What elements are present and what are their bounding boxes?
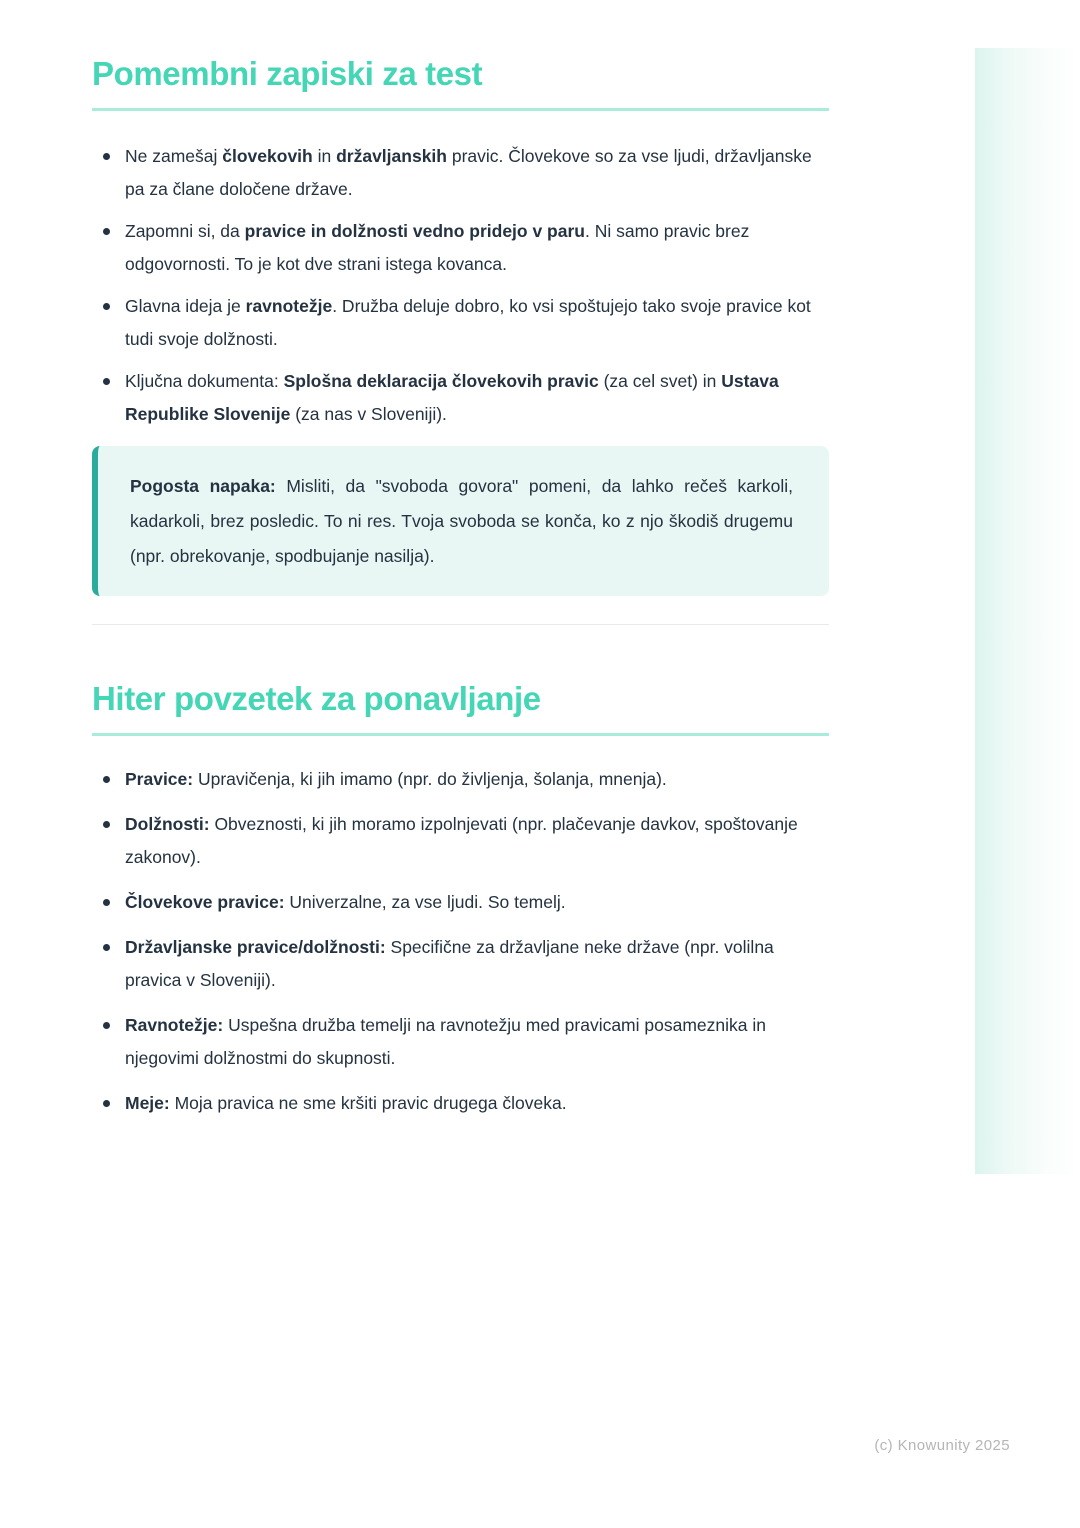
- summary-list: [92, 763, 829, 1120]
- list-item: Pravice: Upravičenja, ki jih imamo (npr. do življenja, šolanja, mnenja).: [92, 763, 829, 796]
- summary-section: [92, 679, 829, 1120]
- document-content: [92, 54, 829, 1132]
- decorative-side-strip: [975, 48, 1080, 1174]
- callout-text: Pogosta napaka: Misliti, da "svoboda govora" pomeni, da lahko rečeš karkoli, kadarkoli, brez posledic. To ni res. Tvoja svoboda se konča, ko z njo škodiš drugemu (npr. obrekovanje, spodbujanje nasilja).: [130, 476, 793, 566]
- list-item: Meje: Moja pravica ne sme kršiti pravic drugega človeka.: [92, 1087, 829, 1120]
- page-title: Pomembni zapiski za test: [92, 55, 483, 92]
- list-item: Glavna ideja je ravnotežje. Družba deluje dobro, ko vsi spoštujejo tako svoje pravice kot tudi svoje dolžnosti.: [92, 290, 829, 356]
- list-item: Ravnotežje: Uspešna družba temelji na ravnotežju med pravicami posameznika in njegovimi dolžnostmi do skupnosti.: [92, 1009, 829, 1075]
- summary-title-underline: [92, 733, 829, 736]
- list-item: Ključna dokumenta: Splošna deklaracija človekovih pravic (za cel svet) in Ustava Republike Slovenije (za nas v Sloveniji).: [92, 365, 829, 431]
- footer-credit: (c) Knowunity 2025: [874, 1437, 1010, 1454]
- list-item: Zapomni si, da pravice in dolžnosti vedno pridejo v paru. Ni samo pravic brez odgovornosti. To je kot dve strani istega kovanca.: [92, 215, 829, 281]
- list-item: Ne zamešaj človekovih in državljanskih pravic. Človekove so za vse ljudi, državljanske pa za člane določene države.: [92, 140, 829, 206]
- list-item: Dolžnosti: Obveznosti, ki jih moramo izpolnjevati (npr. plačevanje davkov, spoštovanje zakonov).: [92, 808, 829, 874]
- notes-list: [92, 140, 829, 431]
- section-divider: [92, 624, 829, 625]
- common-mistake-callout: [92, 446, 829, 596]
- title-underline: [92, 108, 829, 111]
- list-item: Državljanske pravice/dolžnosti: Specifične za državljane neke države (npr. volilna pravica v Sloveniji).: [92, 931, 829, 997]
- list-item: Človekove pravice: Univerzalne, za vse ljudi. So temelj.: [92, 886, 829, 919]
- summary-title: Hiter povzetek za ponavljanje: [92, 680, 541, 717]
